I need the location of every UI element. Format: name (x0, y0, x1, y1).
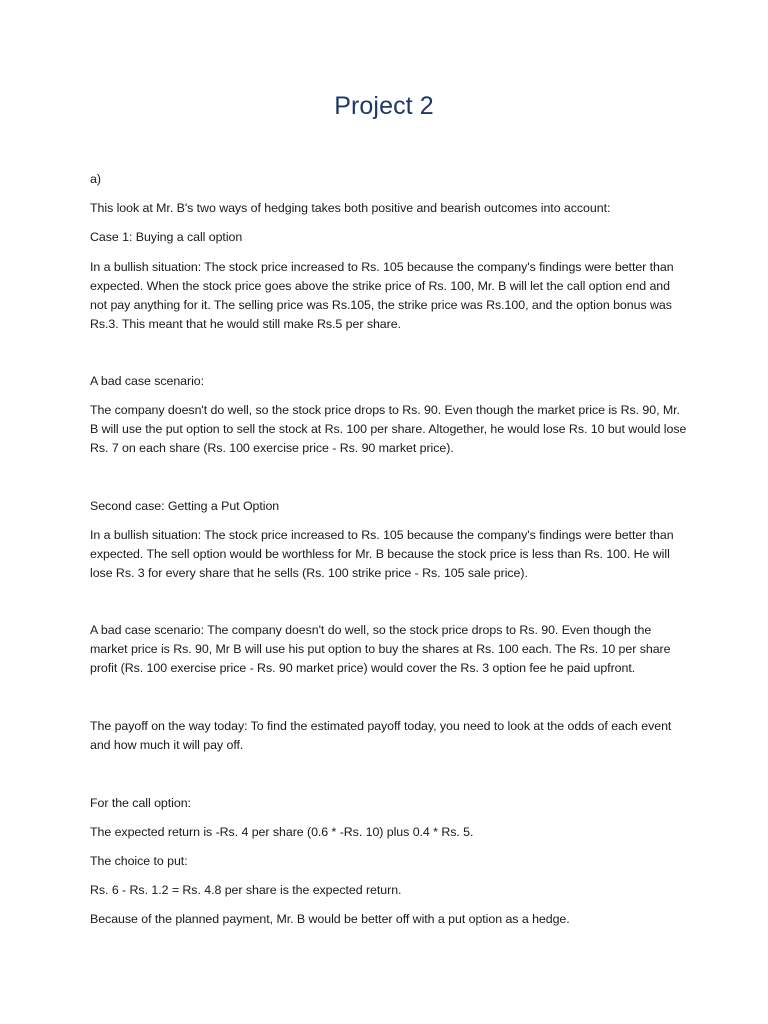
paragraph-case-2-heading: Second case: Getting a Put Option (90, 499, 280, 513)
paragraph-call-expected-return: The expected return is -Rs. 4 per share (0.6 * -Rs. 10) plus 0.4 * Rs. 5. (90, 825, 474, 839)
paragraph-intro: This look at Mr. B's two ways of hedging takes both positive and bearish outcomes into account: (90, 201, 611, 215)
paragraph-part-label: a) (90, 172, 101, 186)
paragraph-bad-case-body: The company doesn't do well, so the stock price drops to Rs. 90. Even though the market price is Rs. 90, Mr. B will use the put option to sell the stock at Rs. 100 per share. Altogether, he would lose Rs. 10 but would lose Rs. 7 on each share (Rs. 100 exercise price - Rs. 90 market price). (90, 403, 687, 455)
paragraph-put-expected-return: Rs. 6 - Rs. 1.2 = Rs. 4.8 per share is the expected return. (90, 883, 402, 897)
paragraph-call-option-heading: For the call option: (90, 796, 191, 810)
paragraph-put-choice-heading: The choice to put: (90, 854, 188, 868)
paragraph-payoff-today: The payoff on the way today: To find the estimated payoff today, you need to look at the odds of each event and how much it will pay off. (90, 719, 672, 752)
paragraph-case-1-heading: Case 1: Buying a call option (90, 230, 243, 244)
paragraph-case-2-bullish: In a bullish situation: The stock price increased to Rs. 105 because the company's findings were better than expected. The sell option would be worthless for Mr. B because the stock price is less than Rs. 100. He will lose Rs. 3 for every share that he sells (Rs. 100 strike price - Rs. 105 sale price). (90, 528, 674, 580)
paragraph-case-2-bad: A bad case scenario: The company doesn't do well, so the stock price drops to Rs. 90. Even though the market price is Rs. 90, Mr B will use his put option to buy the shares at Rs. 100 each. The Rs. 10 per share profit (Rs. 100 exercise price - Rs. 90 market price) would cover the Rs. 3 option fee he paid upfront. (90, 623, 671, 675)
paragraph-bad-case-heading: A bad case scenario: (90, 374, 205, 388)
paragraph-case-1-bullish: In a bullish situation: The stock price increased to Rs. 105 because the company's findings were better than expected. When the stock price goes above the strike price of Rs. 100, Mr. B will let the call option end and not pay anything for it. The selling price was Rs.105, the strike price was Rs.100, and the option bonus was Rs.3. This meant that he would still make Rs.5 per share. (90, 260, 674, 331)
page-title: Project 2 (334, 92, 434, 120)
paragraph-conclusion: Because of the planned payment, Mr. B would be better off with a put option as a hedge. (90, 912, 570, 926)
